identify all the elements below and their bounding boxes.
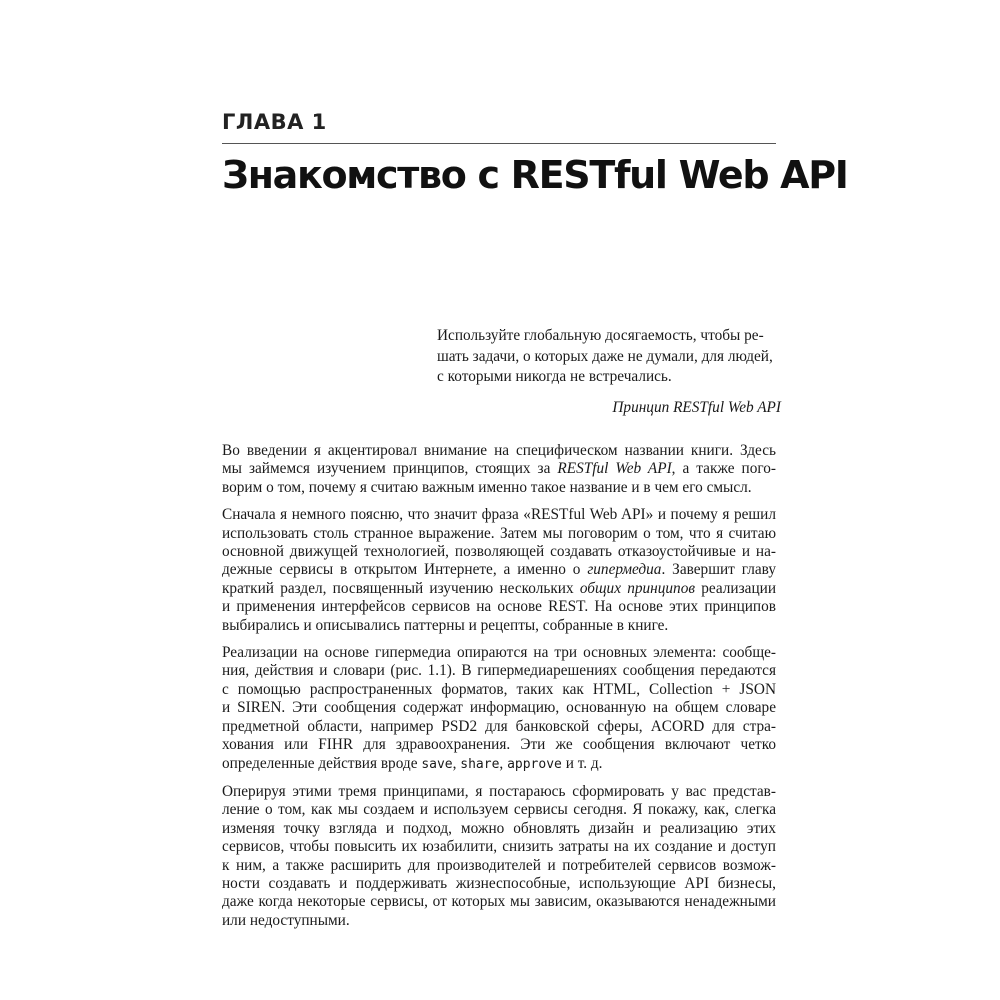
paragraph-line: определенные действия вроде save, share, approve и т. д. xyxy=(222,754,603,772)
emphasis: RESTful Web API xyxy=(557,460,672,478)
chapter-title: Знакомство с RESTful Web API xyxy=(222,153,848,197)
paragraph-line: хования или FIHR для здравоохранения. Эти же сообщения включают четко xyxy=(222,736,776,754)
body-text xyxy=(222,442,776,939)
paragraph-line: или недоступными. xyxy=(222,911,350,929)
paragraph-line: краткий раздел, посвященный изучению нескольких общих принципов реализации xyxy=(222,579,777,597)
paragraph-line: основной движущей технологией, позволяющей создавать отказоустойчивые и на- xyxy=(222,543,776,561)
paragraph-line: и SIREN. Эти сообщения содержат информацию, основанную на общем словаре xyxy=(222,699,776,717)
paragraph xyxy=(222,506,776,635)
paragraph-line: к ним, а также расширить для производителей и потребителей сервисов возмож- xyxy=(222,856,776,874)
paragraph-line: выбирались и описывались паттерны и рецепты, собранные в книге. xyxy=(222,616,669,634)
paragraph-line: Во введении я акцентировал внимание на специфическом названии книги. Здесь xyxy=(222,442,776,459)
epigraph-line: шать задачи, о которых даже не думали, для людей, xyxy=(437,347,773,365)
inline-code: save xyxy=(421,756,453,772)
paragraph xyxy=(222,644,776,774)
paragraph-line: даже когда некоторые сервисы, от которых мы зависим, оказываются ненадежными xyxy=(222,893,776,911)
epigraph-line: Используйте глобальную досягаемость, чтобы ре- xyxy=(437,327,764,344)
epigraph-quote xyxy=(437,326,781,388)
paragraph-line: изменяя точку взгляда и подход, можно обновлять дизайн и реализацию этих xyxy=(222,819,776,837)
epigraph-line: с которыми никогда не встречались. xyxy=(437,368,672,385)
paragraph-line: ности создавать и поддерживать жизнеспособные, использующие API бизнесы, xyxy=(222,874,776,892)
paragraph-line: предметной области, например PSD2 для банковской сферы, ACORD для стра- xyxy=(222,717,776,735)
paragraph-line: Реализации на основе гипермедиа опираются на три основных элемента: сообще- xyxy=(222,644,776,662)
paragraph-line: дежные сервисы в открытом Интернете, а именно о гипермедиа. Завершит главу xyxy=(222,561,776,579)
paragraph-line: и применения интерфейсов сервисов на основе REST. На основе этих принципов xyxy=(222,598,776,616)
paragraph-line: с помощью распространенных форматов, таких как HTML, Collection + JSON xyxy=(222,680,776,698)
chapter-rule xyxy=(222,143,776,144)
paragraph-line: Оперируя этими тремя принципами, я постараюсь сформировать у вас представ- xyxy=(222,782,776,800)
emphasis: общих принципов xyxy=(579,579,695,597)
paragraph-line: ление о том, как мы создаем и используем сервисы сегодня. Я покажу, как, слегка xyxy=(222,801,776,819)
paragraph-line: использовать столь странное выражение. Затем мы поговорим о том, что я считаю xyxy=(222,524,776,542)
inline-code: approve xyxy=(507,756,562,772)
chapter-label: ГЛАВА 1 xyxy=(222,110,327,134)
emphasis: гипермедиа xyxy=(587,561,662,579)
paragraph xyxy=(222,783,776,930)
epigraph-attribution: Принцип RESTful Web API xyxy=(612,398,781,416)
epigraph xyxy=(437,326,781,418)
paragraph-line: мы займемся изучением принципов, стоящих за RESTful Web API, а также пого- xyxy=(222,460,776,478)
paragraph xyxy=(222,442,776,497)
paragraph-line: сервисов, чтобы повысить их юзабилити, снизить затраты на их создание и доступ xyxy=(222,838,776,856)
paragraph-line: Сначала я немного поясню, что значит фраза «RESTful Web API» и почему я решил xyxy=(222,506,776,524)
paragraph-line: ния, действия и словари (рис. 1.1). В гипермедиарешениях сообщения передаются xyxy=(222,662,776,680)
paragraph-line: ворим о том, почему я считаю важным именно такое название и в чем его смысл. xyxy=(222,478,752,496)
inline-code: share xyxy=(460,756,500,772)
